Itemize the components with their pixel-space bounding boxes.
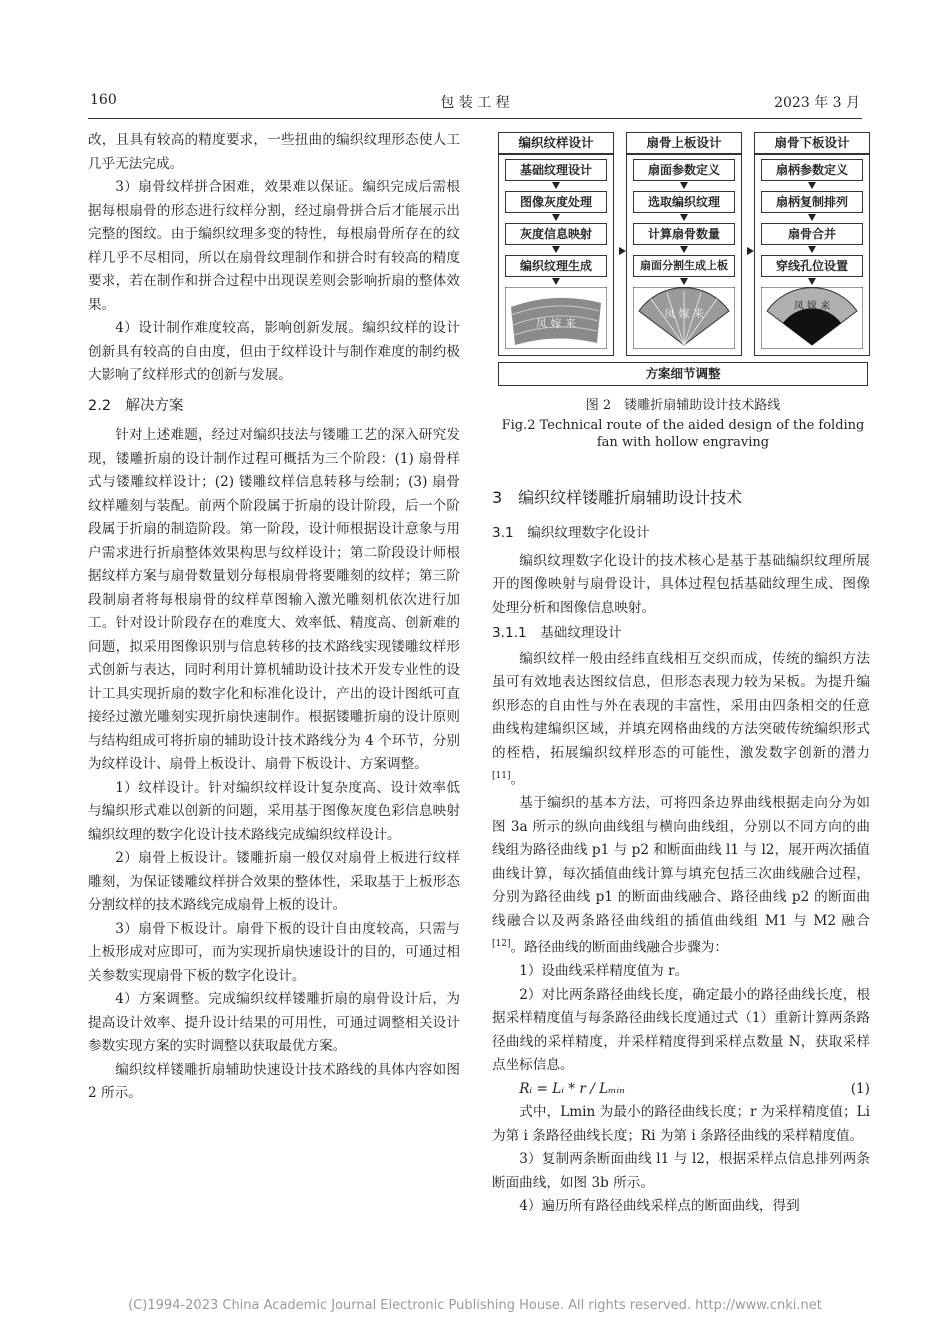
subsection-heading-3-1: 3.1 编织纹理数字化设计 [492,525,650,541]
woven-texture-image [505,287,607,349]
right-para-1: 编织纹理数字化设计的技术核心是基于基础编织纹理所展开的图像映射与扇骨设计，具体过程包括基础纹理生成、图像处理分析和图像信息映射。 [492,552,870,616]
copyright-footer: (C)1994-2023 China Academic Journal Electronic Publishing House. All rights reserved. http://www.cnki.net [128,1298,822,1313]
right-para-2: 编织纹样一般由经纬直线相互交织而成，传统的编织方法虽可有效地表达图纹信息，但形态表现力较为呆板。为提升编织形态的自由性与外在表现的丰富性，采用由四条相交的任意曲线构建编织区域，并填充网格曲线的方法突破传统编织形式的桎梏，拓展编织纹样形态的可能性，激发数字创新的潜力[11]。 [492,650,870,788]
citation-11[interactable]: [11] [492,771,511,781]
arrow-down-icon [680,182,688,189]
issue-date: 2023 年 3 月 [774,95,860,111]
flow-bottom-bar: 方案细节调整 [498,362,868,386]
arrow-down-icon [680,246,688,253]
equation-explanation: 式中，Lmin 为最小的路径曲线长度；r 为采样精度值；Li 为第 i 条路径曲线长度；Ri 为第 i 条路径曲线的采样精度值。 [492,1104,870,1144]
flow-col2-step4: 扇面分割生成上板 [633,255,735,277]
step-3: 3）复制两条断面曲线 l1 与 l2，根据采样点信息排列两条断面曲线，如图 3b 所示。 [492,1151,870,1191]
fan-upper-board-image [633,287,735,349]
arrow-down-icon [680,278,688,285]
arrow-down-icon [552,214,560,221]
flow-col3-step1: 扇柄参数定义 [761,159,863,181]
flow-col2-step1: 扇面参数定义 [633,159,735,181]
flow-col1-step2: 图像灰度处理 [505,191,607,213]
arrow-down-icon [808,246,816,253]
arrow-down-icon [808,182,816,189]
left-para-2: 3）扇骨纹样拼合困难，效果难以保证。编织完成后需根据每根扇骨的形态进行纹样分割，经过扇骨拼合后才能展示出完整的图纹。由于编织纹理多变的特性，每根扇骨所存在的纹样几乎不尽相同，所以在扇骨纹理制作和拼合时有较高的精度要求，若在制作和拼合过程中出现误差则会影响折扇的整体效果。 [88,179,460,313]
left-para-9: 编织纹样镂雕折扇辅助快速设计技术路线的具体内容如图 2 所示。 [88,1061,460,1101]
step-1: 1）设曲线采样精度值为 r。 [519,963,689,980]
left-para-3: 4）设计制作难度较高，影响创新发展。编织纹样的设计创新具有较高的自由度，但由于纹样设计与制作难度的制约极大影响了纹样形式的创新与发展。 [88,320,460,383]
flow-col3-box [754,154,870,356]
step-2: 2）对比两条路径曲线长度，确定最小的路径曲线长度，根据采样精度值与每条路径曲线长度通过式（1）重新计算两条路径曲线的采样精度，并采样精度得到采样点数量 N，获取采样点坐标信息。 [492,986,870,1074]
header-rule [88,118,862,119]
left-column [88,129,460,1106]
left-para-7: 3）扇骨下板设计。扇骨下板的设计自由度较高，只需与上板形成对应即可，而为实现折扇快速设计的目的，可通过相关参数实现扇骨下板的数字化设计。 [88,920,460,984]
figure-2-flowchart [498,132,868,390]
flow-col1-step4: 编织纹理生成 [505,255,607,277]
right-para-3: 基于编织的基本方法，可将四条边界曲线根据走向分为如图 3a 所示的纵向曲线组与横向曲线组，分别以不同方向的曲线组为路径曲线 p1 与 p2 和断面曲线 l1 与 l2，展开两次插值曲线计算，每次插值曲线计算与填充包括三次曲线融合过程，分别为路径曲线 p1 的断面曲线融合、路径曲线 p2 的断面曲线融合以及两条路径曲线组的插值曲线组 M1 与 M2 融合[12]。路径曲线的断面曲线融合步骤为： [492,795,870,956]
left-para-8: 4）方案调整。完成编织纹样镂雕折扇的扇骨设计后，为提高设计效率、提升设计结果的可用性，可通过调整相关设计参数实现方案的实时调整以获取最优方案。 [88,991,460,1054]
flow-col1-box [498,154,614,356]
journal-title: 包 装 工 程 [440,95,510,111]
flow-col2-step2: 选取编织纹理 [633,191,735,213]
left-para-1: 改，且具有较高的精度要求，一些扭曲的编织纹理形态使人工几乎无法完成。 [88,132,460,172]
figure-caption-en-2: fan with hollow engraving [596,435,770,450]
flow-col1-title: 编织纹样设计 [498,132,614,154]
flow-col3-title: 扇骨下板设计 [754,132,870,154]
arrow-down-icon [680,214,688,221]
flow-col2-box [626,154,742,356]
arrow-down-icon [808,214,816,221]
subsubsection-heading-3-1-1: 3.1.1 基础纹理设计 [492,625,622,641]
flow-col1-step3: 灰度信息映射 [505,223,607,245]
step-4: 4）遍历所有路径曲线采样点的断面曲线，得到 [519,1198,800,1215]
page-number: 160 [90,92,117,108]
citation-12[interactable]: [12] [492,939,511,950]
arrow-down-icon [808,278,816,285]
left-para-4: 针对上述难题，经过对编织技法与镂雕工艺的深入研究发现，镂雕折扇的设计制作过程可概括为三个阶段：(1) 扇骨样式与镂雕纹样设计；(2) 镂雕纹样信息转移与绘制；(3) 扇骨纹样雕刻与装配。前两个阶段属于折扇的设计阶段，后一个阶段属于折扇的制造阶段。第一阶段，设计师根据设计意象与用户需求进行折扇整体效果构思与纹样设计；第二阶段设计师根据纹样方案与扇骨数量划分每根扇骨将要雕刻的纹样；第三阶段制扇者将每根扇骨的纹样草图输入激光雕刻机依次进行加工。针对设计阶段存在的难度大、效率低、精度高、创新难的问题，拟采用图像识别与信息转移的技术路线实现镂雕纹样形式创新与表达，同时利用计算机辅助设计技术开发专业性的设计工具实现折扇的数字化和标准化设计，产出的设计图纸可直接经过激光雕刻实现折扇快速制作。根据镂雕折扇的设计原则与结构组成可将折扇的辅助设计技术路线分为 4 个环节，分别为纹样设计、扇骨上板设计、扇骨下板设计、方案调整。 [88,427,460,772]
section-heading-2-2: 2.2 解决方案 [88,397,184,414]
arrow-down-icon [552,182,560,189]
figure-caption-en-1: Fig.2 Technical route of the aided design of the folding [501,418,865,433]
arrow-down-icon [552,278,560,285]
left-para-6: 2）扇骨上板设计。镂雕折扇一般仅对扇骨上板进行纹样雕刻，为保证镂雕纹样拼合效果的整体性，采取基于上板形态分割纹样的技术路线完成扇骨上板的设计。 [88,850,460,913]
flow-col3-step3: 扇骨合并 [761,223,863,245]
equation-number: (1) [850,1080,870,1097]
figure-caption-cn: 图 2 镂雕折扇辅助设计技术路线 [585,398,781,413]
flow-col3-step2: 扇柄复制排列 [761,191,863,213]
folding-fan-image [761,287,863,349]
equation-text: Rᵢ = Lᵢ * r / Lₘᵢₙ [519,1080,625,1097]
flow-col2-step3: 计算扇骨数量 [633,223,735,245]
section-heading-3: 3 编织纹样镂雕折扇辅助设计技术 [492,488,743,507]
arrow-down-icon [552,246,560,253]
flow-col1-step1: 基础纹理设计 [505,159,607,181]
flow-col2-title: 扇骨上板设计 [626,132,742,154]
fan-calligraphy: 凤 嫁 来 [793,301,831,312]
left-para-5: 1）纹样设计。针对编织纹样设计复杂度高、设计效率低与编织形式难以创新的问题，采用基于图像灰度色彩信息映射编织纹理的数字化设计技术路线完成编织纹样设计。 [88,779,460,843]
equation-1 [492,1078,870,1102]
flow-col3-step4: 穿线孔位设置 [761,255,863,277]
fan-calligraphy: 凤 嫁 来 [536,317,576,330]
fan-calligraphy: 凤 嫁 来 [664,307,704,320]
right-column [492,522,870,1219]
